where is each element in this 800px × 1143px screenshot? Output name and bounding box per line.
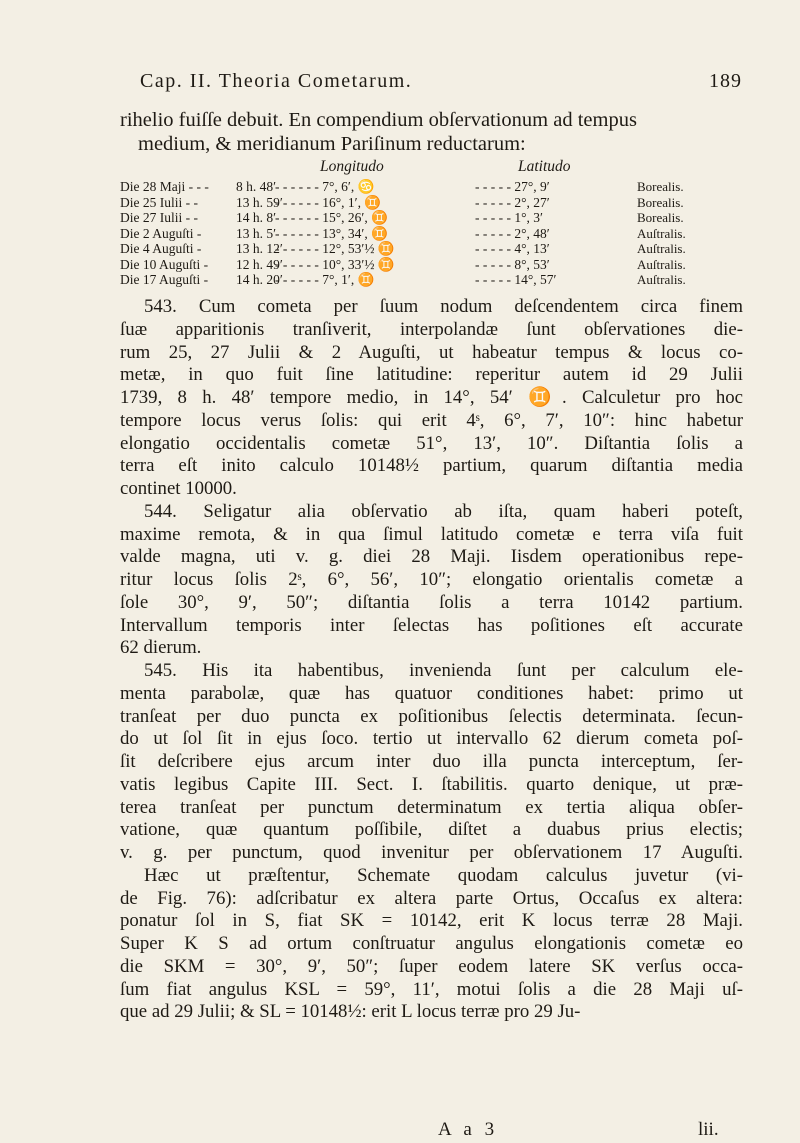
text-line: ritur locus ſolis 2ˢ, 6°, 56′, 10″; elongatio orientalis cometæ a: [120, 569, 743, 590]
longitude-value: - - - - - - 15°, 26′, ♊: [275, 210, 388, 225]
table-body: [120, 179, 760, 288]
chapter-title: Cap. II. Theoria Cometarum.: [140, 70, 413, 92]
text-line: menta parabolæ, quæ has quatuor conditiones habet: primo ut: [120, 682, 743, 704]
longitude-value: - - - - - - 7°, 6′, ♋: [275, 179, 375, 194]
latitude-direction: Auſtralis.: [637, 272, 686, 287]
text-line: ſole 30°, 9′, 50″; diſtantia ſolis a terra 10142 partium.: [120, 591, 743, 613]
observation-date: Die 28 Maji - - -: [120, 179, 209, 194]
text-line: do ut ſol ſit in ejus ſoco. tertio ut intervallo 62 dierum cometa poſ-: [120, 728, 743, 750]
longitude-value: - - - - - - 13°, 34′, ♊: [275, 225, 388, 241]
text-line: v. g. per punctum, quod invenitur per obſervationem 17 Auguſti.: [120, 842, 743, 863]
observation-time: 12 h. 49′: [236, 256, 283, 272]
observation-date: Die 27 Iulii - -: [120, 210, 198, 225]
text-line: 62 dierum.: [120, 637, 202, 659]
running-header: [140, 70, 742, 93]
signature-mark: A a 3: [438, 1119, 499, 1140]
text-line: valde magna, uti v. g. diei 28 Maji. Iisdem operationibus repe-: [120, 546, 743, 568]
longitude-value: - - - - - - 16°, 1′, ♊: [275, 194, 382, 210]
text-line: 544. Seligatur alia obſervatio ab iſta, quam haberi poteſt,: [144, 500, 743, 522]
table-row: [120, 195, 760, 211]
observation-time: 14 h. 8′: [236, 210, 277, 225]
body-text: [120, 296, 743, 1024]
text-line: die SKM = 30°, 9′, 50″; ſuper eodem latere SK verſus occa-: [120, 955, 743, 977]
observation-date: Die 17 Auguſti -: [120, 272, 209, 287]
text-line: rum 25, 27 Julii & 2 Auguſti, ut habeatur tempus & locus co-: [120, 341, 743, 363]
observation-date: Die 10 Auguſti -: [120, 256, 209, 272]
observation-time: 13 h. 12′: [236, 241, 283, 256]
table-header: [120, 154, 760, 179]
text-line: Super K S ad ortum conſtruatur angulus elongationis cometæ eo: [120, 933, 743, 954]
text-line: Intervallum temporis inter ſelectas has poſitiones eſt accurate: [120, 614, 743, 636]
text-line: Hæc ut præſtentur, Schemate quodam calculus juvetur (vi-: [144, 864, 743, 886]
catchword: lii.: [698, 1119, 719, 1140]
text-line: continet 10000.: [120, 478, 237, 499]
longitude-value: - - - - - - 12°, 53′½ ♊: [275, 241, 395, 256]
table-row: [120, 210, 760, 226]
latitude-value: - - - - - 8°, 53′: [475, 256, 550, 272]
longitude-value: - - - - - - 10°, 33′½ ♊: [275, 256, 395, 272]
observation-time: 13 h. 5′: [236, 225, 277, 241]
observation-time: 13 h. 59′: [236, 194, 283, 210]
text-line: vatione, quæ quantum poſſibile, diſtet a duabus prius electis;: [120, 819, 743, 841]
text-line: 1739, 8 h. 48′ tempore medio, in 14°, 54′ ♊. Calculetur pro hoc: [120, 387, 743, 408]
latitude-direction: Borealis.: [637, 179, 684, 194]
table-row: [120, 226, 760, 242]
text-line: tempore locus verus ſolis: qui erit 4ˢ, 6°, 7′, 10″: hinc habetur: [120, 409, 743, 431]
text-line: medium, & meridianum Pariſinum reductarum:: [138, 133, 526, 155]
latitude-value: - - - - - 2°, 48′: [475, 225, 550, 241]
text-line: 543. Cum cometa per ſuum nodum deſcendentem circa finem: [144, 296, 743, 317]
table-row: [120, 179, 760, 195]
text-line: maxime remota, & in qua ſimul latitudo cometæ e terra viſa fuit: [120, 523, 743, 545]
latitude-direction: Borealis.: [637, 194, 684, 210]
latitude-direction: Auſtralis.: [637, 256, 686, 272]
text-line: terea tranſeat per punctum determinatum ex tertia aliqua obſer-: [120, 796, 743, 818]
latitude-direction: Auſtralis.: [637, 241, 686, 256]
observation-date: Die 4 Auguſti -: [120, 241, 202, 256]
table-row: [120, 272, 760, 288]
latitude-direction: Auſtralis.: [637, 225, 686, 241]
text-line: tranſeat per duo puncta ex poſitionibus ſelectis determinata. ſecun-: [120, 705, 743, 727]
text-line: terra eſt inito calculo 10148½ partium, quarum diſtantia media: [120, 455, 743, 477]
page-number: 189: [709, 70, 742, 92]
text-line: ponatur ſol in S, fiat SK = 10142, erit K locus terræ 28 Maji.: [120, 910, 743, 932]
text-line: metæ, in quo fuit ſine latitudine: reperitur autem id 29 Julii: [120, 364, 743, 386]
latitude-value: - - - - - 14°, 57′: [475, 272, 557, 287]
longitude-column-header: Longitudo: [320, 158, 384, 175]
table-row: [120, 241, 760, 257]
observation-time: 14 h. 20′: [236, 272, 283, 287]
text-line: 545. His ita habentibus, invenienda ſunt per calculum ele-: [144, 660, 743, 681]
latitude-column-header: Latitudo: [518, 158, 571, 175]
latitude-value: - - - - - 2°, 27′: [475, 194, 550, 210]
observation-time: 8 h. 48′: [236, 179, 277, 194]
latitude-value: - - - - - 27°, 9′: [475, 179, 550, 194]
text-line: que ad 29 Julii; & SL = 10148½: erit L locus terræ pro 29 Ju-: [120, 1001, 581, 1023]
observation-date: Die 25 Iulii - -: [120, 194, 198, 210]
latitude-value: - - - - - 4°, 13′: [475, 241, 550, 256]
observation-date: Die 2 Auguſti -: [120, 225, 202, 241]
text-line: ſum fiat angulus KSL = 59°, 11′, motui ſolis a die 28 Maji uſ-: [120, 978, 743, 1000]
text-line: ſit deſcribere ejus arcum inter duo illa puncta interceptum, ſer-: [120, 751, 743, 772]
latitude-direction: Borealis.: [637, 210, 684, 225]
longitude-value: - - - - - - 7°, 1′, ♊: [275, 272, 375, 287]
latitude-value: - - - - - 1°, 3′: [475, 210, 543, 225]
table-row: [120, 257, 760, 273]
text-line: vatis legibus Capite III. Sect. I. ſtabilitis. quarto denique, ut præ-: [120, 773, 743, 795]
intro-paragraph: [120, 108, 745, 156]
text-line: rihelio fuiſſe debuit. En compendium obſervationum ad tempus: [120, 109, 637, 131]
text-line: ſuæ apparitionis tranſiverit, interpolandæ ſunt obſervationes die-: [120, 318, 743, 340]
text-line: elongatio occidentalis cometæ 51°, 13′, 10″. Diſtantia ſolis a: [120, 432, 743, 454]
text-line: de Fig. 76): adſcribatur ex altera parte Ortus, Occaſus ex altera:: [120, 887, 743, 909]
observations-table: [120, 154, 760, 288]
